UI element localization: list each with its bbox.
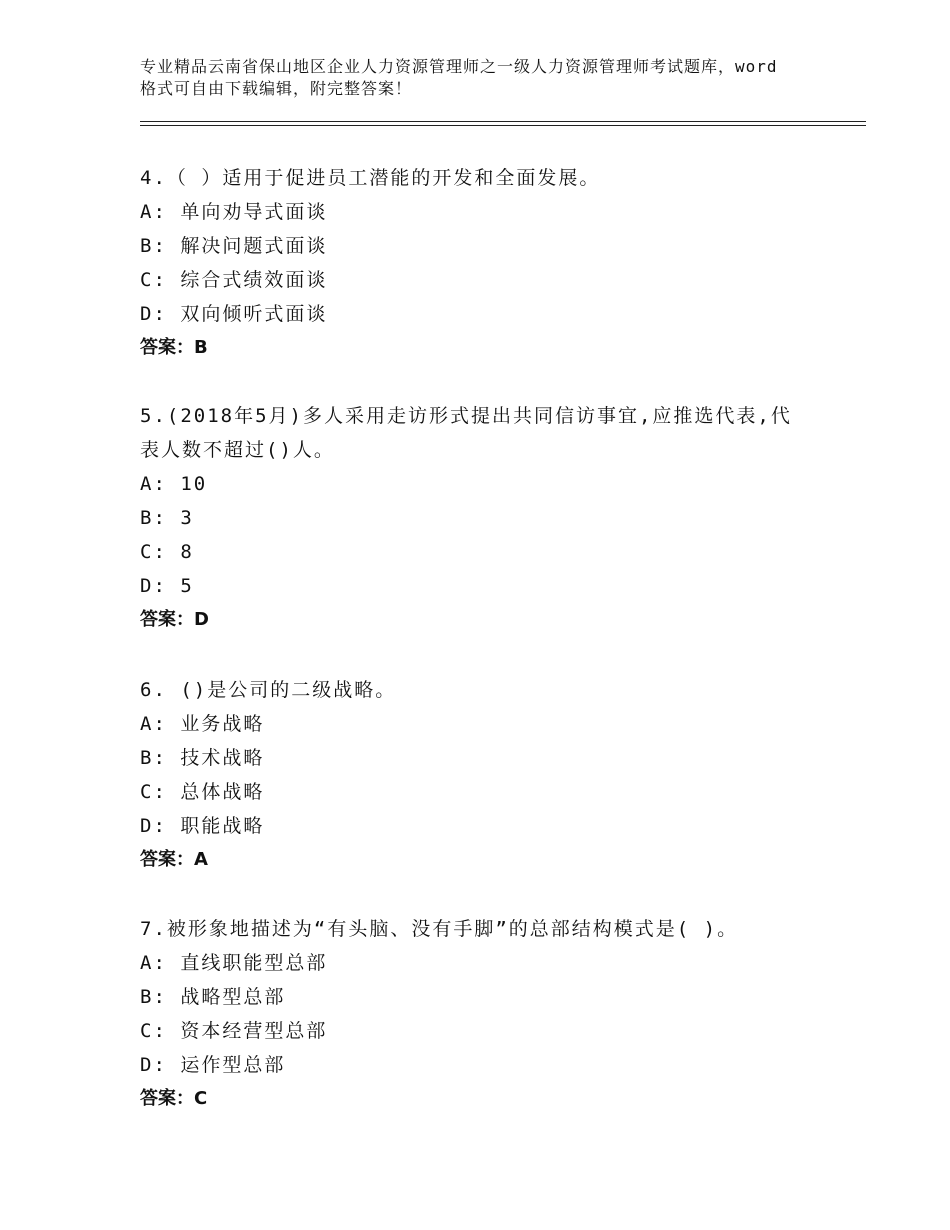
question-7 <box>140 912 810 1116</box>
question-stem: 5.(2018年5月)多人采用走访形式提出共同信访事宜,应推选代表,代表人数不超过()人。 <box>140 405 792 461</box>
header-divider-top <box>140 121 866 122</box>
document-title: 专业精品云南省保山地区企业人力资源管理师之一级人力资源管理师考试题库，word格式可自由下载编辑，附完整答案！ <box>140 57 778 98</box>
question-stem: 7.被形象地描述为“有头脑、没有手脚”的总部结构模式是( )。 <box>140 918 739 940</box>
answer-label: 答案：B <box>140 337 208 358</box>
question-4 <box>140 161 810 365</box>
option-c: C: 总体战略 <box>140 781 265 803</box>
option-b: B: 战略型总部 <box>140 986 286 1008</box>
answer-label: 答案：D <box>140 609 209 630</box>
question-5 <box>140 399 810 637</box>
option-d: D: 职能战略 <box>140 815 265 837</box>
answer-label: 答案：A <box>140 849 208 870</box>
answer-label: 答案：C <box>140 1088 208 1109</box>
question-6 <box>140 673 810 877</box>
question-stem: 4.（ ）适用于促进员工潜能的开发和全面发展。 <box>140 167 601 189</box>
header-divider-bottom <box>140 125 866 126</box>
option-a: A: 单向劝导式面谈 <box>140 201 328 223</box>
option-b: B: 解决问题式面谈 <box>140 235 328 257</box>
option-d: D: 运作型总部 <box>140 1054 286 1076</box>
option-c: C: 8 <box>140 541 194 563</box>
option-b: B: 技术战略 <box>140 747 265 769</box>
document-header <box>140 56 780 100</box>
option-b: B: 3 <box>140 507 194 529</box>
option-d: D: 双向倾听式面谈 <box>140 303 328 325</box>
option-a: A: 直线职能型总部 <box>140 952 328 974</box>
option-a: A: 业务战略 <box>140 713 265 735</box>
question-stem: 6. ()是公司的二级战略。 <box>140 679 397 701</box>
option-c: C: 综合式绩效面谈 <box>140 269 328 291</box>
option-d: D: 5 <box>140 575 194 597</box>
option-c: C: 资本经营型总部 <box>140 1020 328 1042</box>
option-a: A: 10 <box>140 473 208 495</box>
